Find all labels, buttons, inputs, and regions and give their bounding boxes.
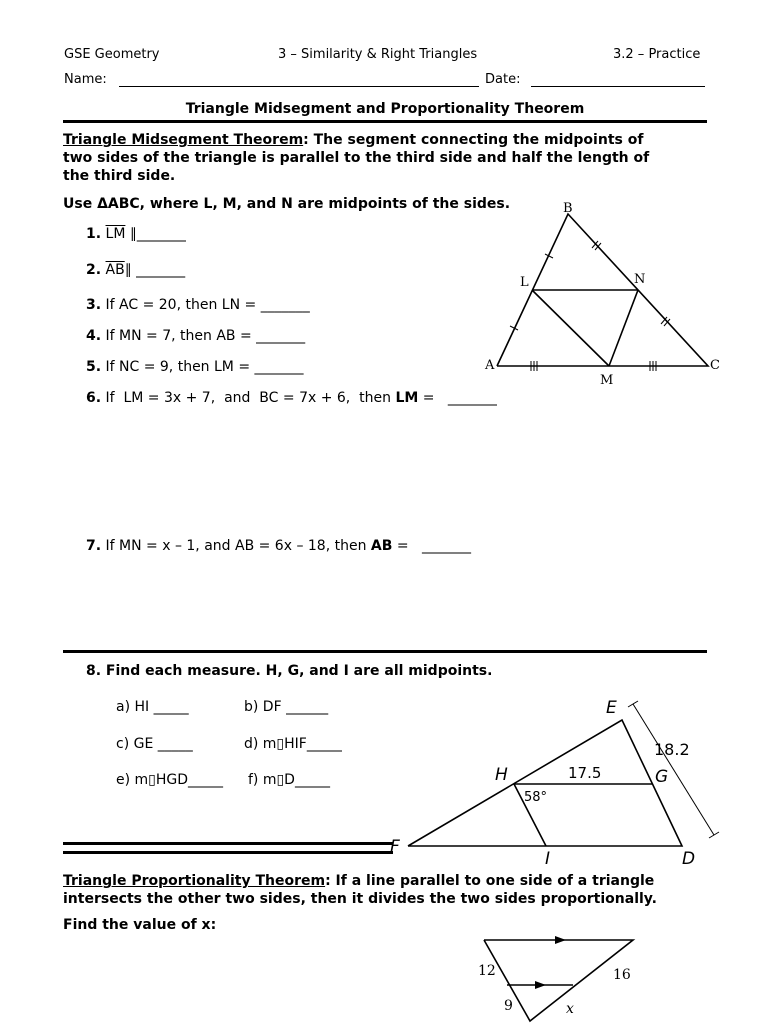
proportionality-def-2: intersects the other two sides, then it divides the two sides proportionally.: [63, 891, 657, 907]
q8c[interactable]: c) GE _____: [116, 736, 193, 752]
q7-target: AB: [370, 538, 393, 554]
q7-text: If MN = x – 1, and AB = 6x – 18, then: [105, 538, 371, 554]
q1-blank[interactable]: ∥_______: [125, 226, 186, 242]
question-2: [86, 262, 185, 278]
label-i: I: [545, 849, 551, 869]
midsegment-def-1: : The segment connecting the midpoints of: [303, 132, 644, 148]
midsegment-def-2: two sides of the triangle is parallel to the third side and half the length of: [63, 150, 650, 166]
q2-segment: $\overline{AB}$: [105, 262, 125, 278]
label-x: x: [566, 1001, 574, 1017]
q4-blank[interactable]: _______: [256, 328, 306, 344]
q3-blank[interactable]: _______: [260, 297, 310, 313]
label-16: 16: [613, 967, 631, 983]
q2-blank[interactable]: ∥ _______: [124, 262, 186, 278]
segment-mn: [609, 290, 638, 366]
q3-num: 3.: [86, 297, 102, 313]
q6-num: 6.: [86, 390, 102, 406]
q6-target: LM: [395, 390, 419, 406]
label-g: G: [655, 767, 669, 787]
q1-segment: $\overline{LM}$: [105, 226, 126, 242]
label-l: L: [520, 275, 529, 290]
angle-label: 58°: [524, 790, 548, 805]
midsegment-instruction: Use ΔABC, where L, M, and N are midpoints of the sides.: [63, 196, 511, 212]
title-rule: [63, 120, 707, 123]
label-f: F: [390, 837, 400, 857]
question-4: [86, 328, 305, 344]
date-label: Date:: [485, 72, 521, 87]
label-n: N: [634, 272, 646, 287]
label-9: 9: [504, 998, 513, 1014]
proportionality-definition: [63, 873, 654, 889]
dimension-ed: [628, 701, 719, 838]
q6-blank[interactable]: _______: [447, 390, 497, 406]
triangle-abc-diagram: [480, 198, 730, 393]
q1-num: 1.: [86, 226, 102, 242]
q4-num: 4.: [86, 328, 102, 344]
q8-prompt: 8. Find each measure. H, G, and I are all midpoints.: [86, 663, 493, 679]
q8b[interactable]: b) DF ______: [244, 699, 329, 715]
page-title: Triangle Midsegment and Proportionality Theorem: [185, 101, 585, 117]
label-m: M: [600, 373, 614, 388]
q7-blank[interactable]: _______: [421, 538, 471, 554]
q7-eq: =: [392, 538, 414, 554]
section-name: 3.2 – Practice: [613, 47, 701, 62]
question-3: [86, 297, 310, 313]
double-rule-bottom: [63, 851, 393, 854]
q5-num: 5.: [86, 359, 102, 375]
q8f[interactable]: f) m▯D_____: [248, 772, 330, 788]
proportionality-diagram: [470, 930, 650, 1024]
triangle-fed-diagram: [385, 690, 730, 870]
label-h: H: [495, 765, 508, 785]
proportionality-term: Triangle Proportionality Theorem: [63, 873, 326, 889]
q7-num: 7.: [86, 538, 102, 554]
q6-eq: =: [418, 390, 439, 406]
ed-length-label: 18.2: [654, 740, 690, 759]
label-c: C: [710, 358, 720, 373]
proportionality-instruction: Find the value of x:: [63, 917, 217, 933]
question-1: [86, 226, 186, 242]
double-rule-top: [63, 842, 393, 845]
unit-name: 3 – Similarity & Right Triangles: [278, 47, 478, 62]
q4-text: If MN = 7, then AB =: [105, 328, 257, 344]
tick-marks: [510, 241, 670, 371]
label-e: E: [606, 698, 617, 718]
q8e[interactable]: e) m▯HGD_____: [116, 772, 224, 788]
label-a: A: [485, 358, 495, 373]
name-field[interactable]: [119, 86, 479, 87]
midsegment-term: Triangle Midsegment Theorem: [63, 132, 304, 148]
date-field[interactable]: [531, 86, 705, 87]
midsegment-definition: [63, 132, 643, 148]
course-name: GSE Geometry: [64, 47, 160, 62]
q8d[interactable]: d) m▯HIF_____: [244, 736, 342, 752]
q5-text: If NC = 9, then LM =: [105, 359, 255, 375]
question-6: [86, 390, 497, 406]
name-label: Name:: [64, 72, 107, 87]
label-12: 12: [478, 963, 496, 979]
parallel-arrows: [535, 936, 566, 989]
q2-num: 2.: [86, 262, 102, 278]
label-b: B: [563, 201, 573, 216]
triangle-fed-sides: [408, 720, 682, 846]
hg-length-label: 17.5: [568, 764, 602, 782]
q6-text: If LM = 3x + 7, and BC = 7x + 6, then: [105, 390, 396, 406]
proportionality-def-1: : If a line parallel to one side of a triangle: [325, 873, 655, 889]
question-5: [86, 359, 304, 375]
q8a[interactable]: a) HI _____: [116, 699, 189, 715]
q5-blank[interactable]: _______: [254, 359, 304, 375]
segment-lm: [532, 290, 609, 366]
label-d: D: [682, 849, 696, 869]
midsegment-def-3: the third side.: [63, 168, 176, 184]
section-rule: [63, 650, 707, 653]
question-7: [86, 538, 471, 554]
q3-text: If AC = 20, then LN =: [105, 297, 261, 313]
